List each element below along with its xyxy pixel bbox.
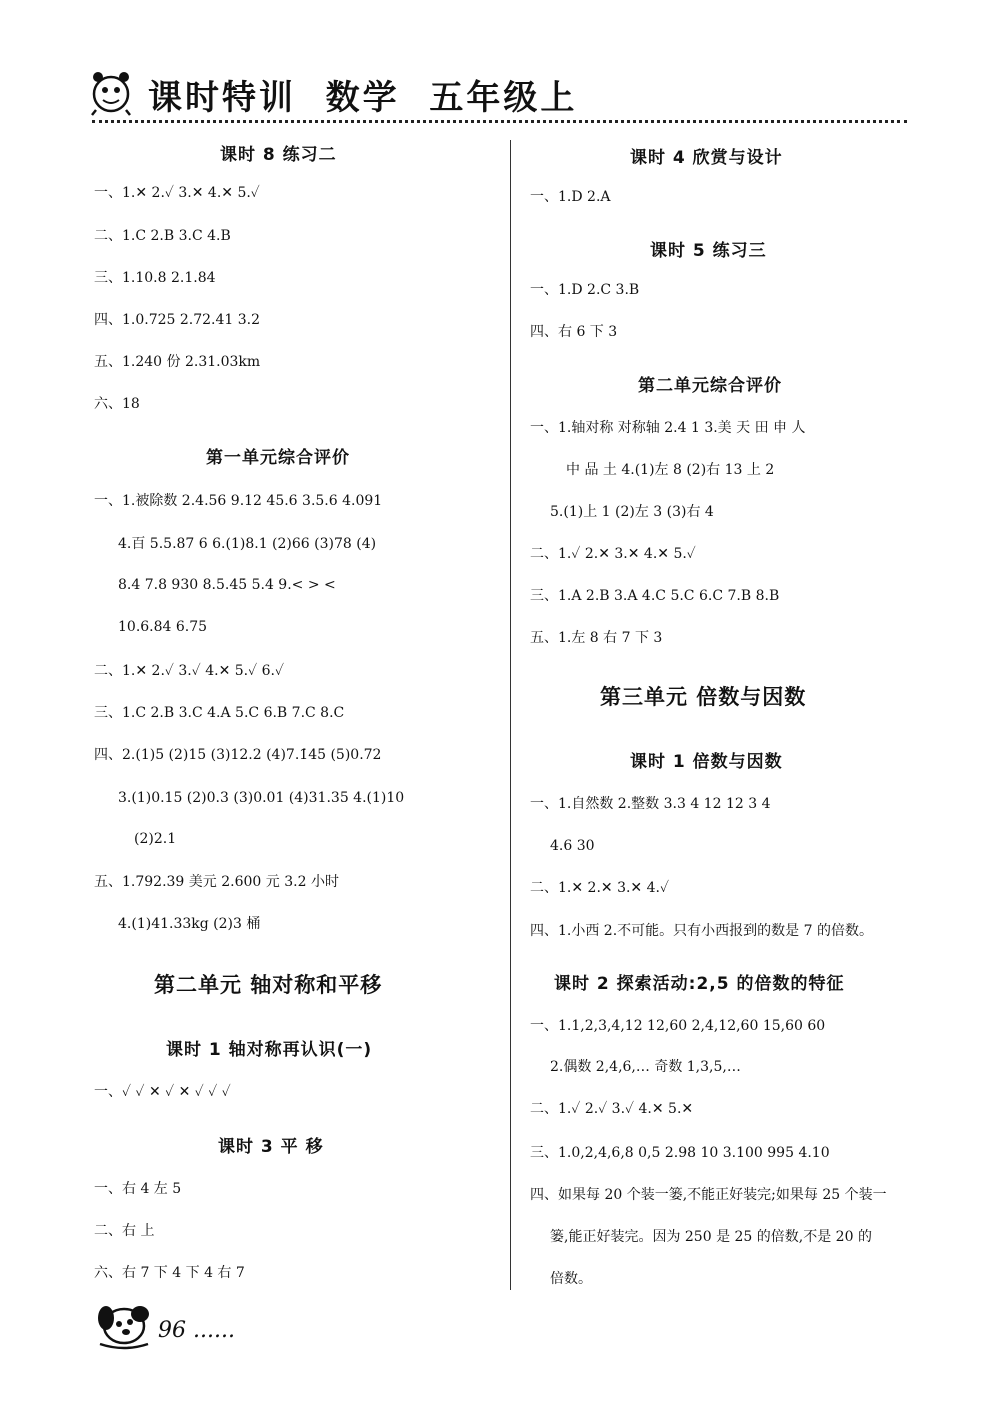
page-footer	[92, 1292, 312, 1352]
answer-line: 4.6 30	[550, 838, 595, 854]
answer-line: 一、1.D 2.A	[530, 189, 611, 205]
answer-line: 三、1.0,2,4,6,8 0,5 2.98 10 3.100 995 4.10	[530, 1145, 830, 1161]
answer-line: 倍数。	[550, 1271, 592, 1287]
puppy-mascot-icon	[92, 1292, 156, 1350]
header-title: 课时特训 数学 五年级上	[148, 78, 578, 118]
answer-line: 四、如果每 20 个装一篓,不能正好装完;如果每 25 个装一	[530, 1187, 887, 1203]
answer-line: 一、1.1,2,3,4,12 12,60 2,4,12,60 15,60 60	[530, 1018, 826, 1034]
answer-line: 二、1.✕ 2.✕ 3.✕ 4.✓	[530, 880, 670, 896]
answer-line: 二、1.✓ 2.✕ 3.✕ 4.✕ 5.✓	[530, 546, 696, 562]
answer-line: 4.百 5.5.87 6 6.(1)8.1 (2)66 (3)78 (4)	[118, 536, 377, 552]
answer-line: 二、1.✓ 2.✓ 3.✓ 4.✕ 5.✕	[530, 1101, 694, 1117]
page-number: 96 ......	[158, 1318, 235, 1343]
answer-line: 一、✓ ✓ ✕ ✓ ✕ ✓ ✓ ✓	[94, 1084, 231, 1100]
answer-line: 六、右 7 下 4 下 4 右 7	[94, 1265, 245, 1281]
answer-line: 8.4 7.8 930 8.5.4̇5̇ 5.4 9.< > <	[118, 577, 336, 593]
answer-line: 三、1.A 2.B 3.A 4.C 5.C 6.C 7.B 8.B	[530, 588, 780, 604]
section-title: 课时 8 练习二	[220, 145, 337, 165]
answer-line: 五、1.左 8 右 7 下 3	[530, 630, 663, 646]
answer-line: 六、18	[94, 396, 140, 412]
answer-line: 10.6.84 6.75	[118, 619, 208, 635]
page-header	[88, 62, 908, 124]
answer-line: 5.(1)上 1 (2)左 3 (3)右 4	[550, 504, 714, 520]
answer-line: 四、2.(1)5 (2)15 (3)12.2 (4)7.1̇4̇5̇ (5)0.72	[94, 747, 382, 763]
answer-line: 一、1.✕ 2.✓ 3.✕ 4.✕ 5.✓	[94, 185, 260, 201]
answer-line: 一、1.自然数 2.整数 3.3 4 12 12 3 4	[530, 796, 771, 812]
answer-line: 4.(1)41.33kg (2)3 桶	[118, 916, 261, 932]
section-title: 第一单元综合评价	[206, 448, 350, 468]
answer-line: 五、1.792.39 美元 2.600 元 3.2 小时	[94, 874, 339, 890]
clock-mascot-icon	[88, 68, 134, 116]
section-title: 课时 3 平 移	[218, 1137, 324, 1157]
answer-line: 二、1.✕ 2.✓ 3.✓ 4.✕ 5.✓ 6.✓	[94, 663, 284, 679]
answer-line: 二、右 上	[94, 1223, 155, 1239]
answer-line: 一、右 4 左 5	[94, 1181, 182, 1197]
answer-line: 2.偶数 2,4,6,… 奇数 1,3,5,…	[550, 1059, 741, 1075]
header-divider	[92, 120, 907, 123]
answer-line: 三、1.C 2.B 3.C 4.A 5.C 6.B 7.C 8.C	[94, 705, 345, 721]
answer-line: 一、1.轴对称 对称轴 2.4 1 3.美 天 田 申 人	[530, 420, 806, 436]
section-title: 第二单元综合评价	[638, 376, 782, 396]
section-title: 课时 5 练习三	[650, 241, 767, 261]
unit-title: 第三单元 倍数与因数	[600, 685, 807, 709]
answer-line: 一、1.D 2.C 3.B	[530, 282, 640, 298]
section-title: 课时 4 欣赏与设计	[630, 148, 783, 168]
answer-line: 篓,能正好装完。因为 250 是 25 的倍数,不是 20 的	[550, 1229, 872, 1245]
answer-line: 三、1.10.8 2.1.84	[94, 270, 216, 286]
answer-line: 中 品 土 4.(1)左 8 (2)右 13 上 2	[566, 462, 775, 478]
column-divider	[510, 140, 511, 1290]
answer-line: (2)2.1	[134, 831, 177, 847]
answer-line: 四、1.0.725 2.72.41 3.2	[94, 312, 261, 328]
answer-line: 一、1.被除数 2.4.56 9.12 45.6 3.5.6 4.091	[94, 493, 383, 509]
answer-line: 3.(1)0.15 (2)0.3 (3)0.01 (4)31.35 4.(1)10	[118, 790, 405, 806]
answer-line: 四、1.小西 2.不可能。只有小西报到的数是 7 的倍数。	[530, 923, 873, 939]
answer-line: 四、右 6 下 3	[530, 324, 618, 340]
answer-line: 二、1.C 2.B 3.C 4.B	[94, 228, 231, 244]
answer-line: 五、1.240 份 2.31.03km	[94, 354, 261, 370]
section-title: 课时 2 探索活动:2,5 的倍数的特征	[554, 974, 845, 994]
unit-title: 第二单元 轴对称和平移	[154, 973, 383, 997]
section-title: 课时 1 倍数与因数	[630, 752, 783, 772]
section-title: 课时 1 轴对称再认识(一)	[166, 1040, 373, 1060]
